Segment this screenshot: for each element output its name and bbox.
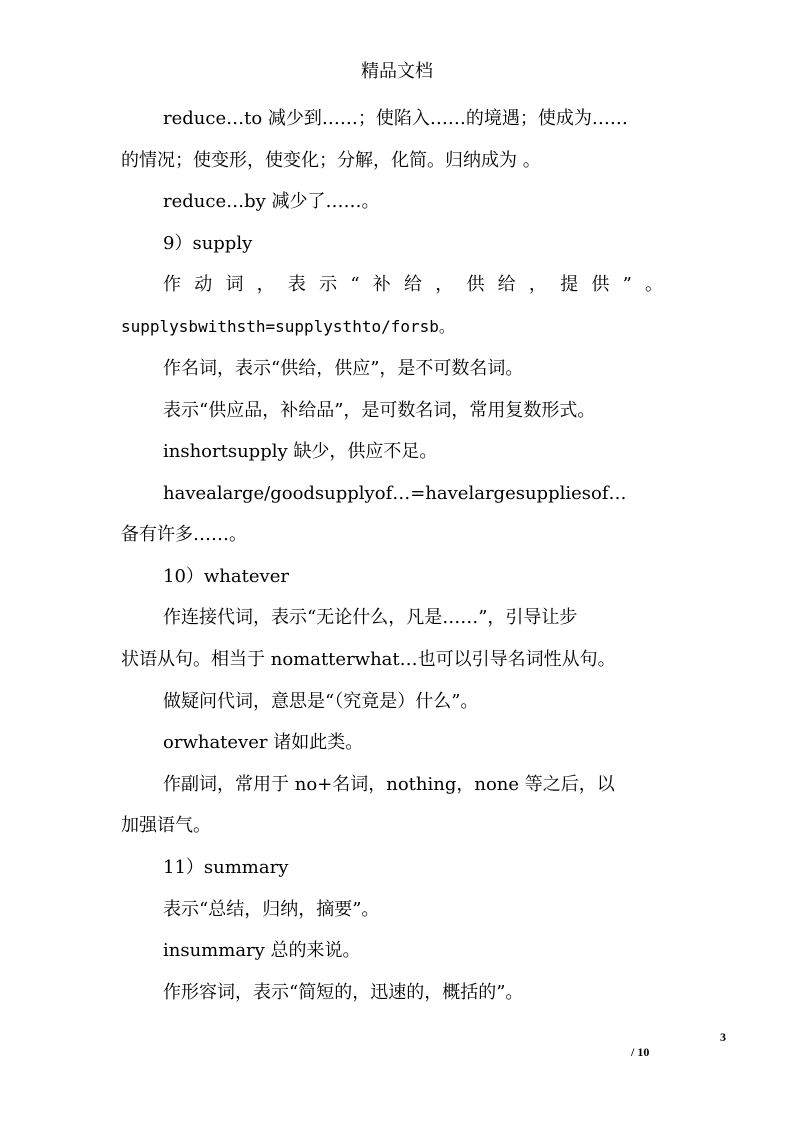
text-line: 做疑问代词，意思是“（究竟是）什么”。: [163, 691, 479, 712]
text-line: supplysbwithsth=supplysthto/forsb。: [121, 317, 455, 336]
text-line: 作连接代词，表示“无论什么，凡是……”，引导让步: [163, 607, 578, 628]
text-line: 表示“总结，归纳，摘要”。: [163, 899, 380, 920]
page-number: 3: [720, 1030, 726, 1044]
text-line: 作形容词，表示“简短的，迅速的，概括的”。: [163, 982, 524, 1003]
text-line: 作动词，表示“补给，供给，提供”。: [163, 274, 663, 295]
text-line: 备有许多……。: [121, 524, 247, 545]
text-line: 的情况；使变形，使变化；分解，化简。归纳成为 。: [121, 150, 541, 171]
text-line: 作名词，表示“供给，供应”，是不可数名词。: [163, 358, 524, 379]
text-line: 状语从句。相当于 nomatterwhat…也可以引导名词性从句。: [121, 649, 616, 670]
section-heading: 9）supply: [163, 233, 253, 254]
text-line: reduce…by 减少了……。: [163, 191, 380, 212]
section-heading: 10）whatever: [163, 566, 289, 587]
page-total: / 10: [631, 1045, 650, 1059]
text-line: 表示“供应品，补给品”，是可数名词，常用复数形式。: [163, 400, 596, 421]
text-line: orwhatever 诸如此类。: [163, 732, 364, 753]
text-line: reduce…to 减少到……；使陷入……的境遇；使成为……: [163, 108, 628, 129]
text-line: inshortsupply 缺少，供应不足。: [163, 441, 438, 462]
text-line: insummary 总的来说。: [163, 940, 361, 961]
document-header: 精品文档: [361, 61, 433, 82]
text-line: 加强语气。: [121, 815, 211, 836]
text-line: havealarge/goodsupplyof…=havelargesuppliesof…: [163, 483, 627, 504]
section-heading: 11）summary: [163, 857, 289, 878]
text-line: 作副词，常用于 no+名词，nothing，none 等之后，以: [163, 774, 615, 795]
